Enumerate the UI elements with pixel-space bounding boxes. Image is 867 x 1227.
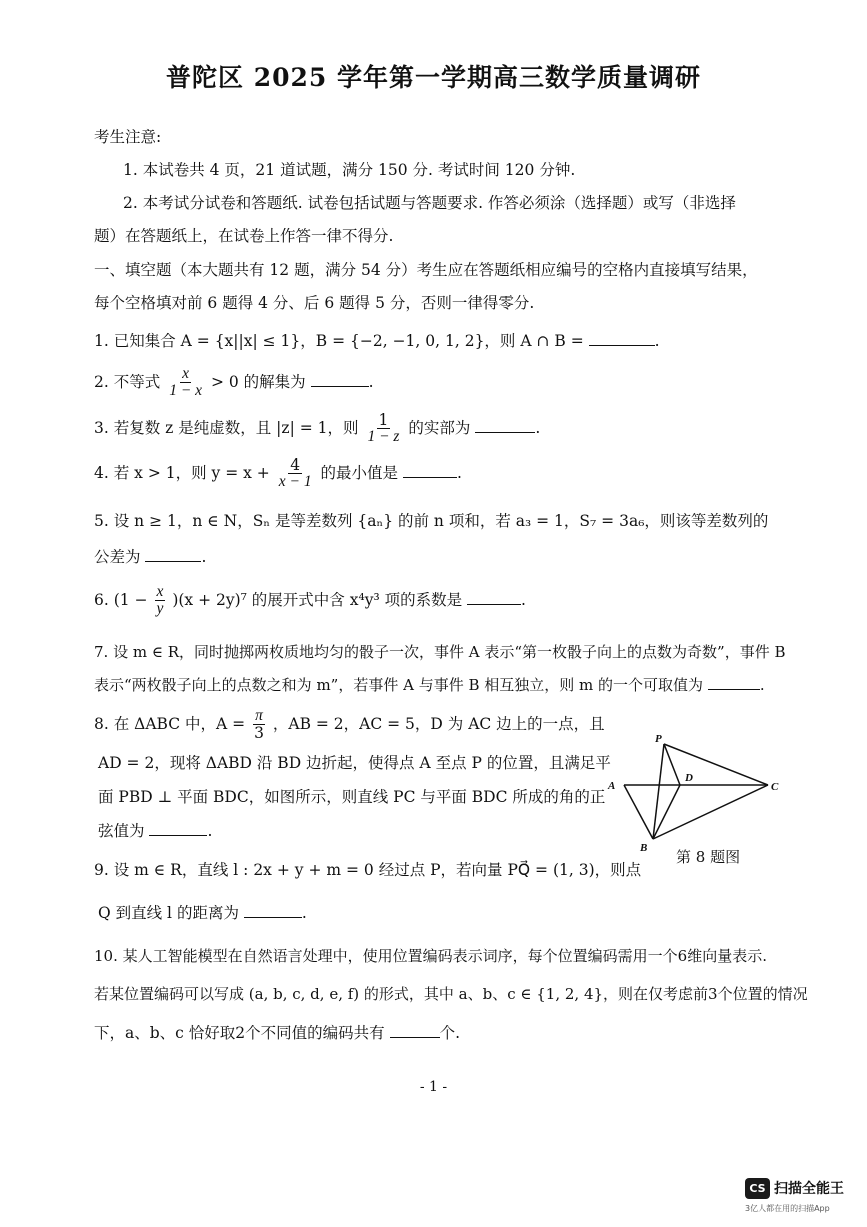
question-10-line3: 下，a、b、c 恰好取2个不同值的编码共有 个.	[94, 1024, 461, 1042]
notice-item-2-line2: 题）在答题纸上，在试卷上作答一律不得分.	[94, 227, 394, 245]
question-text: 设 m ∈ R，直线 l : 2x + y + m = 0 经过点 P，若向量 PQ⃗ = (1, 3)，则点	[113, 861, 642, 879]
notice-item-2-line1: 2. 本考试分试卷和答题纸. 试卷包括试题与答题要求. 作答必须涂（选择题）或写（非选择	[123, 194, 736, 212]
fraction: $\frac{4}{x - 1}$	[278, 456, 312, 491]
page-title: 普陀区 2025 学年第一学期高三数学质量调研	[166, 63, 701, 92]
cs-logo-icon: CS	[745, 1178, 770, 1199]
notice-heading: 考生注意:	[94, 128, 162, 146]
label-C: C	[771, 781, 779, 793]
question-text: > 0 的解集为	[210, 372, 306, 391]
question-text: 已知集合 A = {x||x| ≤ 1}，B = {−2, −1, 0, 1, 2}，则 A ∩ B =	[113, 332, 584, 350]
label-A: A	[608, 780, 616, 792]
answer-blank[interactable]	[244, 903, 302, 918]
question-number: 8.	[94, 714, 109, 733]
figure-caption: 第 8 题图	[676, 848, 741, 866]
question-number: 1.	[94, 332, 109, 350]
question-8-line4: 弦值为 .	[98, 822, 213, 840]
edge-PC	[664, 744, 768, 785]
section-header-line1: 一、填空题（本大题共有 12 题，满分 54 分）考生应在答题纸相应编号的空格内直接填写结果，	[94, 261, 758, 279]
question-4: 4. 若 x > 1，则 y = x + $\frac{4}{x - 1}$ 的最小值是 .	[94, 456, 462, 491]
fraction: $\frac{x}{1 - x}$	[169, 365, 203, 400]
fraction: $\frac{1}{1 - z}$	[367, 411, 400, 446]
watermark-slogan: 3亿人都在用的扫描App	[745, 1204, 830, 1213]
answer-blank[interactable]	[311, 372, 369, 387]
section-header-line2: 每个空格填对前 6 题得 4 分、后 6 题得 5 分，否则一律得零分.	[94, 294, 535, 312]
question-number: 7.	[94, 643, 109, 661]
question-text: 的实部为	[408, 418, 471, 437]
question-text: ，AB = 2，AC = 5，D 为 AC 边上的一点，且	[272, 714, 605, 733]
question-5-line2: 公差为 .	[94, 548, 207, 566]
question-text: 表示“两枚骰子向上的点数之和为 m”，若事件 A 与事件 B 相互独立，则 m 的一个可取值为	[94, 676, 704, 694]
page-number: - 1 -	[419, 1079, 448, 1095]
question-10-line2: 若某位置编码可以写成 (a, b, c, d, e, f) 的形式，其中 a、b、c ∈ {1, 2, 4}，则在仅考虑前3个位置的情况	[94, 985, 808, 1003]
scanner-watermark	[745, 1176, 863, 1216]
question-text: 若 x > 1，则 y = x +	[113, 463, 270, 482]
fraction: $\frac{\pi}{3}$	[254, 707, 264, 743]
edge-DB	[653, 785, 680, 839]
question-2: 2. 不等式 $\frac{x}{1 - x}$ > 0 的解集为 .	[94, 365, 374, 400]
question-text: 下，a、b、c 恰好取2个不同值的编码共有	[94, 1024, 385, 1042]
question-9-line1	[94, 859, 641, 881]
question-8-line1	[94, 708, 605, 742]
edge-PB	[653, 744, 664, 839]
answer-blank[interactable]	[390, 1023, 440, 1038]
question-9-line2: Q 到直线 l 的距离为 .	[98, 904, 307, 922]
question-text: (1 −	[113, 590, 148, 609]
question-7-line2: 表示“两枚骰子向上的点数之和为 m”，若事件 A 与事件 B 相互独立，则 m 的一个可取值为 .	[94, 676, 765, 694]
answer-blank[interactable]	[467, 590, 521, 605]
question-text: 在 ΔABC 中，A =	[113, 714, 246, 733]
question-8-line3: 面 PBD ⊥ 平面 BDC，如图所示，则直线 PC 与平面 BDC 所成的角的正	[98, 788, 606, 806]
question-text: 某人工智能模型在自然语言处理中，使用位置编码表示词序，每个位置编码需用一个6维向量表示.	[122, 947, 767, 965]
watermark-name: 扫描全能王	[774, 1181, 844, 1197]
question-7-line1	[94, 641, 786, 663]
question-number: 3.	[94, 418, 109, 437]
answer-blank[interactable]	[403, 463, 457, 478]
question-text: )(x + 2y)⁷ 的展开式中含 x⁴y³ 项的系数是	[172, 590, 463, 609]
label-B: B	[640, 842, 648, 854]
answer-blank[interactable]	[145, 547, 201, 562]
question-text: 不等式	[113, 372, 161, 391]
question-text: 公差为	[94, 548, 141, 566]
question-10-line1	[94, 945, 767, 967]
fraction: $\frac{x}{y}$	[156, 583, 164, 618]
question-number: 10.	[94, 947, 118, 965]
question-text: 设 m ∈ R，同时抛掷两枚质地均匀的骰子一次，事件 A 表示“第一枚骰子向上的点数为奇数”，事件 B	[113, 643, 786, 661]
question-1: 1. 已知集合 A = {x||x| ≤ 1}，B = {−2, −1, 0, 1, 2}，则 A ∩ B = .	[94, 332, 660, 350]
question-number: 2.	[94, 372, 109, 391]
label-D: D	[685, 772, 693, 784]
question-3: 3. 若复数 z 是纯虚数，且 |z| = 1，则 $\frac{1}{1 - z}$ 的实部为 .	[94, 411, 541, 446]
answer-blank[interactable]	[149, 821, 207, 836]
question-number: 4.	[94, 463, 109, 482]
edge-AB	[624, 785, 653, 839]
question-8-line2: AD = 2，现将 ΔABD 沿 BD 边折起，使得点 A 至点 P 的位置，且满足平	[98, 754, 611, 772]
question-text: 的最小值是	[320, 463, 399, 482]
question-6: 6. (1 − $\frac{x}{y}$ )(x + 2y)⁷ 的展开式中含 x⁴y³ 项的系数是 .	[94, 583, 526, 618]
answer-blank[interactable]	[475, 418, 535, 433]
question-text: 设 n ≥ 1，n ∈ N，Sₙ 是等差数列 {aₙ} 的前 n 项和，若 a₃ = 1，S₇ = 3a₆，则该等差数列的	[113, 512, 769, 530]
label-P: P	[655, 733, 662, 745]
answer-blank[interactable]	[589, 331, 655, 346]
question-number: 6.	[94, 590, 109, 609]
notice-item-1: 1. 本试卷共 4 页，21 道试题，满分 150 分. 考试时间 120 分钟.	[123, 161, 576, 179]
question-5-line1	[94, 510, 768, 532]
question-number: 9.	[94, 861, 109, 879]
question-text: 弦值为	[98, 822, 145, 840]
question-number: 5.	[94, 512, 109, 530]
answer-blank[interactable]	[708, 675, 760, 690]
question-text: Q 到直线 l 的距离为	[98, 904, 239, 922]
question-text: 若复数 z 是纯虚数，且 |z| = 1，则	[113, 418, 359, 437]
edge-BC	[653, 785, 768, 839]
